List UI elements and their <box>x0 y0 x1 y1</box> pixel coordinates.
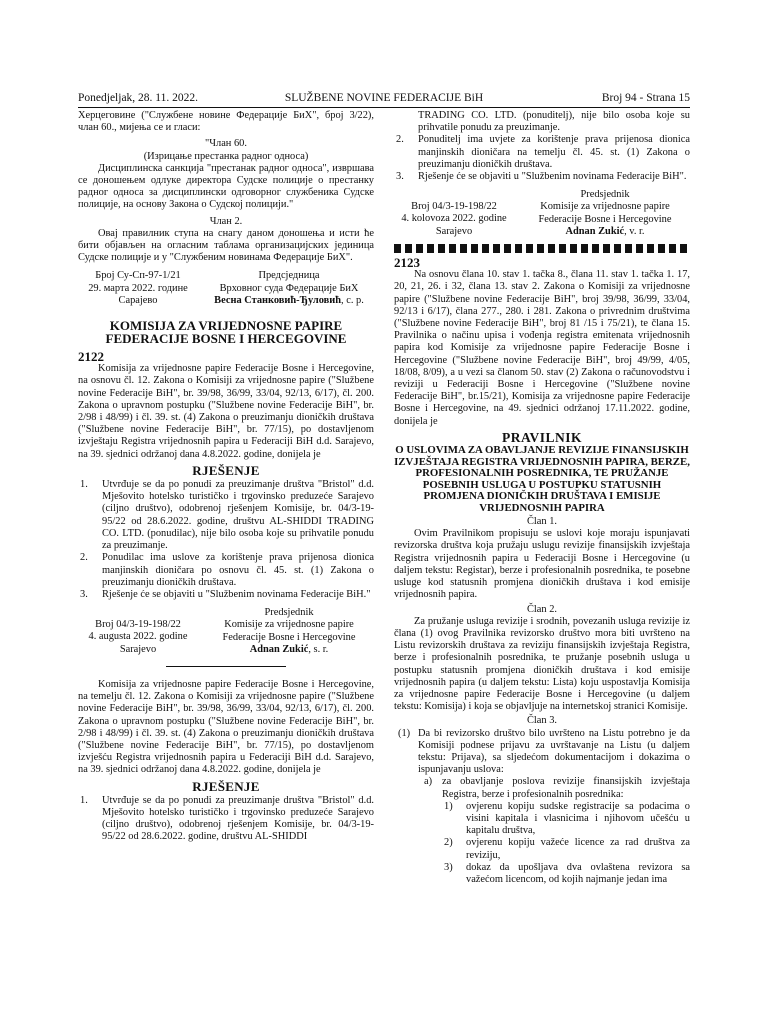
decision-heading-1: RJEŠENJE <box>192 462 260 478</box>
act-2123-preamble: Na osnovu člana 10. stav 1. tačka 8., člana 11. stav 1. tačka 1. 17, 20, 21, 26. i 32, člana 13. stav 2. Zakona o Komisiji za vrijednosne papire ("Službene novine Federacije BiH", broj 39/98, 36/99, 33/04, 92/13 i 6/17), člana 277., 280. i 281. Zakona o privrednim društvima ("Službene novine Federacije BiH", broj 81 /15 i 75/21), te člana 15. Pravilnika o načinu upisa i vođenja registra emitenata vrijednosnih papira kod Komisije za vrijednosne papire Federacije Bosne i Hercegovine ("Službene novine Federacije BiH", broj 49/99, 4/05, 18/08, 8/09), a u vezi sa članom 50. stav (2) Zakona o računovodstvu i reviziji u Federaciji Bosne i Hercegovine ("Službene novine Federacije BiH", br.15/21), Komisija za vrijednosne papire Federacije Bosne i Hercegovine, na 49. sjednici održanoj 17.11.2022. godine, donijela je <box>394 269 690 427</box>
article-2-text: Za pružanje usluga revizije i srodnih, povezanih usluga revizije iz člana (1) ovog Pravilnika revizorsko društvo mora biti uvršteno na Listu revizorskih društava za reviziju finansijskih izvještaja Registra, berze i profesionalnih posrednika, te pružanje posebnih usluga u postupku statusnih promjena dioničkih društava i kod emisije vrijednosnih papira (u daljem tekstu: Lista) koju uspostavlja Komisija za vrijednosne papire Federacije Bosne i Hercegovine (u daljem tekstu: Komisija) i koja se objavljuje na internetskoj stranici Komisije. <box>394 615 690 713</box>
article-1-text: Ovim Pravilnikom propisuju se uslovi koje moraju ispunjavati revizorska društva koja pružaju uslugu revizije finansijskih izvještaja Registra vrijednosnih papira u Federaciji Bosne i Hercegovine (u daljem tekstu: Registar), berze i profesionalnih posrednika, te posebne usluge kod statusnih promjena dioničkih društava i kod emisije vrijednosnih papira. <box>394 528 690 601</box>
article-3-paragraph-1: (1) Da bi revizorsko društvo bilo uvršteno na Listu potrebno je da Komisiji podnese prijavu za uvrštavanje na Listu (u daljem tekstu: Prijava), sa sljedećom dokumentacijom i dokazima o ispunjavanju uslova: <box>398 727 690 776</box>
list-item: 2) ovjerenu kopiju važeće licence za rad društva za reviziju, <box>444 837 690 861</box>
separator-line <box>166 666 286 667</box>
header-page-number: Broj 94 - Strana 15 <box>601 92 690 104</box>
page-header <box>78 92 690 108</box>
doc-date: 29. марта 2022. године <box>88 282 188 294</box>
signer-title: Predsjednik <box>264 607 314 619</box>
list-item: 1. Utvrđuje se da po ponudi za preuzimanje društva "Bristol" d.d. Mješovito hotelsko turističko i trgovinsko preduzeće Sarajevo (ciljno društvo), odobrenoj rješenjem Komisije, br. 04/3-19-95/22 od 28.6.2022. godine, društvu AL-SHIDDI <box>80 794 374 843</box>
list-item: 2. Ponuditelj ima uvjete za korištenje prava prijenosa dionica manjinskih dioničara na temelju čl. 45. st. (1) Zakona o preuzimanju dioničkih društava. <box>396 134 690 170</box>
quote-article-text: Дисциплинска санкција "престанак радног односа", извршава се доношењем одлуке директора Судске полиције о престанку радног односа за дисциплински одговорног службеника Судске полиције, на основу Закона о Судској полицији." <box>78 162 374 211</box>
article-1-heading: Član 1. <box>526 516 557 528</box>
header-rule <box>78 107 690 108</box>
list-item: 1. Utvrđuje se da po ponudi za preuzimanje društva "Bristol" d.d. Mješovito hotelsko turističko i trgovinsko preduzeće Sarajevo (ciljno društvo), odobrenoj rješenjem Komisije, br. 04/3-19-95/22 od 28.6.2022. godine, društvu AL-SHIDDI TRADING CO. LTD. (ponudilac), nije bilo osoba koje su prihvatile ponudu za preuzimanje. <box>80 479 374 552</box>
decision-items-1 <box>78 479 374 601</box>
signer-institution: Komisije za vrijednosne papire <box>540 201 670 213</box>
article-3-heading: Član 3. <box>526 715 557 727</box>
decision-heading-2: RJEŠENJE <box>192 778 260 794</box>
signer-institution: Komisije za vrijednosne papire <box>224 619 354 631</box>
rulebook-title: PRAVILNIK <box>501 429 582 445</box>
signer-name: Adnan Zukić <box>565 225 625 237</box>
left-column <box>78 110 374 844</box>
decision-items-2-cont <box>394 134 690 183</box>
signer-title: Predsjednik <box>580 189 630 201</box>
right-column <box>394 110 690 886</box>
article-3-point-a: a) za obavljanje poslova revizije finansijskih izvještaja Registra, berze i profesionalnih posrednika: <box>424 776 690 800</box>
doc-number: Broj 04/3-19-198/22 <box>411 201 497 213</box>
article-2-heading: Члан 2. <box>209 215 243 227</box>
list-item: 1) ovjerenu kopiju sudske registracije sa podacima o visini kapitala i vlasnicima i njihovom učešću u kapitalu društva, <box>444 800 690 837</box>
quote-article-title: (Изрицање престанка радног односа) <box>143 150 309 162</box>
act-2122-preamble: Komisija za vrijednosne papire Federacije Bosne i Hercegovine, na osnovu čl. 12. Zakona o Komisiji za vrijednosne papire ("Službene novine Federacije BiH", br. 39/98, 36/99, 33/04, 92/13, 6/17), čl. 200. Zakona o upravnom postupku ("Službene novine Federacije BiH", br. 2/98 i 48/99) i čl. 39. st. (4) Zakona o preuzimanju dioničkih društava ("Službene novine Federacije BiH", br. 77/15), po dostavljenom izvještaju Registra vrijednosnih papira u Federaciji BiH d.d. Sarajevo, na 39. sjednici održanoj dana 4.8.2022. godine, donijela je <box>78 363 374 460</box>
signer-title: Предсједница <box>258 270 320 282</box>
intro-text: Херцеговине ("Службене новине Федерације БиХ", број 3/22), члан 60., мијења се и гласи: <box>78 110 374 134</box>
continued-item-text: TRADING CO. LTD. (ponuditelj), nije bilo osoba koje su prihvatile ponudu za preuzimanje. <box>418 110 690 134</box>
header-date: Ponedjeljak, 28. 11. 2022. <box>78 92 198 104</box>
quote-article-number: "Члан 60. <box>205 138 247 150</box>
signature-block-2 <box>78 607 374 656</box>
list-item: 3. Rješenje će se objaviti u "Službenim novinama Federacije BiH." <box>80 588 371 600</box>
doc-date: 4. augusta 2022. godine <box>88 631 188 643</box>
list-item: 3. Rješenje će se objaviti u "Službenim novinama Federacije BiH". <box>396 171 687 183</box>
signer-institution: Врховног суда Федерације БиХ <box>219 282 359 294</box>
doc-place: Sarajevo <box>119 643 157 655</box>
doc-number: Broj 04/3-19-198/22 <box>95 619 181 631</box>
signer-suffix: , s. r. <box>308 643 329 655</box>
doc-place: Sarajevo <box>435 225 473 237</box>
dashed-separator <box>394 244 690 253</box>
doc-place: Сарајево <box>118 294 158 306</box>
doc-date: 4. kolovoza 2022. godine <box>401 213 507 225</box>
signer-name: Весна Станковић-Ђуловић <box>214 294 342 306</box>
decision-items-2 <box>78 795 374 844</box>
signer-suffix: , с. р. <box>341 294 364 306</box>
rulebook-subtitle: O USLOVIMA ZA OBAVLJANJE REVIZIJE FINANSIJSKIH IZVJEŠTAJA REGISTRA VRIJEDNOSNIH PAPIRA, BERZE, PROFESIONALNIH POSREDNIKA, TE PRUŽANJE POSEBNIH USLUGA U POSTUPKU STATUSNIH PROMJENA DIONIČKIH DRUŠTAVA I EMISIJE VRIJEDNOSNIH PAPIRA <box>394 444 690 514</box>
list-item: 2. Ponudilac ima uslove za korištenje prava prijenosa dionica manjinskih dioničara po osnovu čl. 45. st. (1) Zakona o preuzimanju dioničkih društava. <box>80 552 374 588</box>
signer-suffix: , v. r. <box>624 225 645 237</box>
list-item: 3) dokaz da upošljava dva ovlaštena revizora sa važećom licencom, od kojih najmanje jedan ima <box>444 861 690 885</box>
header-publication: SLUŽBENE NOVINE FEDERACIJE BiH <box>284 92 484 104</box>
signature-block-3 <box>394 189 690 238</box>
signer-name: Adnan Zukić <box>249 643 309 655</box>
signer-institution-2: Federacije Bosne i Hercegovine <box>538 213 672 225</box>
article-2-heading: Član 2. <box>526 603 557 615</box>
doc-number: Број Су-Сп-97-1/21 <box>95 270 181 282</box>
act-number-2123: 2123 <box>394 255 420 271</box>
signature-block-1 <box>78 270 374 307</box>
section-title-komisija: KOMISIJA ZA VRIJEDNOSNE PAPIRE FEDERACIJE BOSNE I HERCEGOVINE <box>105 318 347 347</box>
signer-institution-2: Federacije Bosne i Hercegovine <box>222 631 356 643</box>
article-2-text: Овај правилник ступа на снагу даном доношења и исти ће бити објављен на огласним таблама организацијских јединица Судске полиције и у "Службеним новинама Федерације БиХ". <box>78 227 374 264</box>
act-2122-preamble-hr: Komisija za vrijednosne papire Federacije Bosne i Hercegovine, na temelju čl. 12. Zakona o Komisiji za vrijednosne papire ("Službene novine Federacije BiH", br. 39/98, 36/99, 33/04, 92/13, 6/17), čl. 200. Zakona o upravnom postupku ("Službene novine Federacije BiH", br. 2/98 i 48/99) i čl. 39. st. (4) Zakona o preuzimanju dioničkih društava ("Službene novine Federacije BiH", br. 77/15), po dostavljenom izvješću Registra vrijednosnih papira u Federaciji BiH d.d. Sarajevo, na 39. sjednici održanoj dana 4.8.2022. godine, donijela je <box>78 678 374 776</box>
act-number-2122: 2122 <box>78 349 104 365</box>
